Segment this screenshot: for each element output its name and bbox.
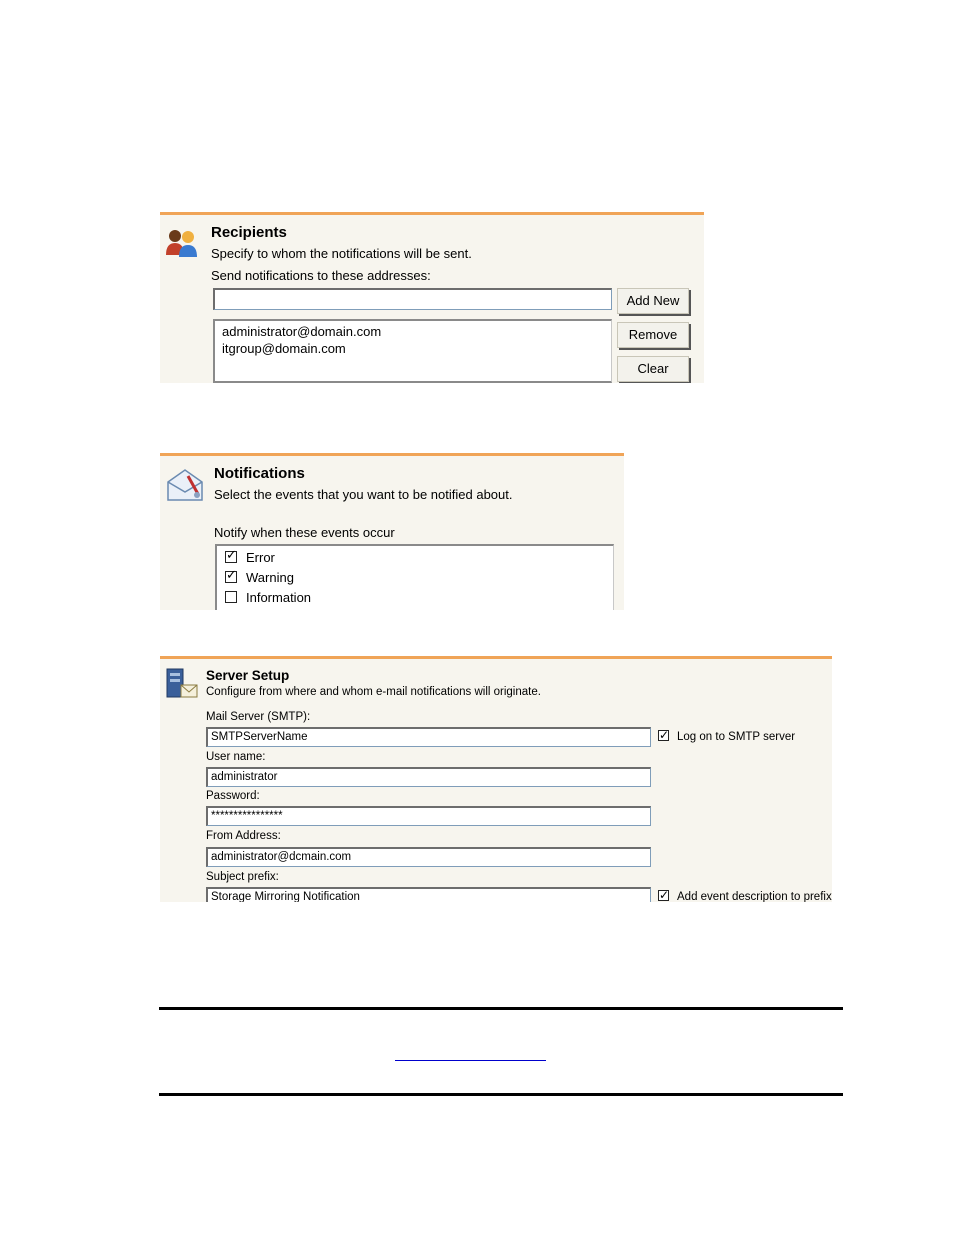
notifications-panel [160, 453, 624, 610]
add-description-label: Add event description to prefix [677, 891, 832, 902]
recipients-panel [160, 212, 704, 383]
check-icon: ✓ [659, 728, 670, 742]
hyperlink-underline[interactable] [395, 1060, 546, 1061]
notifications-subtitle: Select the events that you want to be notified about. [214, 487, 513, 502]
information-label: Information [246, 590, 312, 605]
subject-prefix-label: Subject prefix: [206, 871, 279, 883]
subject-prefix-field[interactable]: Storage Mirroring Notification [206, 887, 651, 902]
server-setup-panel [160, 656, 832, 902]
events-list[interactable] [215, 544, 614, 610]
username-label: User name: [206, 751, 266, 763]
logon-smtp-checkbox[interactable] [658, 730, 669, 741]
check-icon: ✓ [226, 567, 237, 582]
check-icon: ✓ [226, 547, 237, 562]
address-input[interactable] [213, 288, 612, 310]
send-addresses-label: Send notifications to these addresses: [211, 268, 431, 283]
recipients-subtitle: Specify to whom the notifications will be sent. [211, 246, 472, 261]
error-label: Error [246, 550, 275, 565]
add-new-button[interactable]: Add New [617, 288, 689, 314]
logon-smtp-label: Log on to SMTP server [677, 731, 796, 743]
envelope-icon [166, 468, 204, 509]
from-address-label: From Address: [206, 830, 281, 842]
password-label: Password: [206, 790, 260, 802]
mail-server-field[interactable]: SMTPServerName [206, 727, 651, 747]
remove-button[interactable]: Remove [617, 322, 689, 348]
check-icon: ✓ [659, 888, 670, 902]
warning-checkbox[interactable] [225, 567, 237, 583]
recipients-title: Recipients [211, 224, 287, 241]
notifications-title: Notifications [214, 465, 305, 482]
information-checkbox[interactable] [225, 591, 237, 603]
username-field[interactable]: administrator [206, 767, 651, 787]
list-item[interactable]: administrator@domain.com [222, 324, 382, 339]
address-list[interactable] [213, 319, 612, 383]
warning-label: Warning [246, 570, 294, 585]
server-mail-icon [165, 667, 199, 706]
password-field[interactable]: **************** [206, 806, 651, 826]
mail-server-label: Mail Server (SMTP): [206, 711, 311, 723]
server-setup-subtitle: Configure from where and whom e-mail notifications will originate. [206, 686, 541, 698]
clear-button[interactable]: Clear [617, 356, 689, 382]
list-item[interactable]: itgroup@domain.com [222, 341, 346, 356]
top-rule [159, 1007, 843, 1010]
error-checkbox[interactable] [225, 547, 237, 563]
notify-events-label: Notify when these events occur [214, 525, 395, 540]
server-setup-title: Server Setup [206, 668, 290, 683]
from-address-field[interactable]: administrator@dcmain.com [206, 847, 651, 867]
users-icon [164, 227, 200, 264]
add-description-checkbox[interactable] [658, 890, 669, 901]
bottom-rule [159, 1093, 843, 1096]
